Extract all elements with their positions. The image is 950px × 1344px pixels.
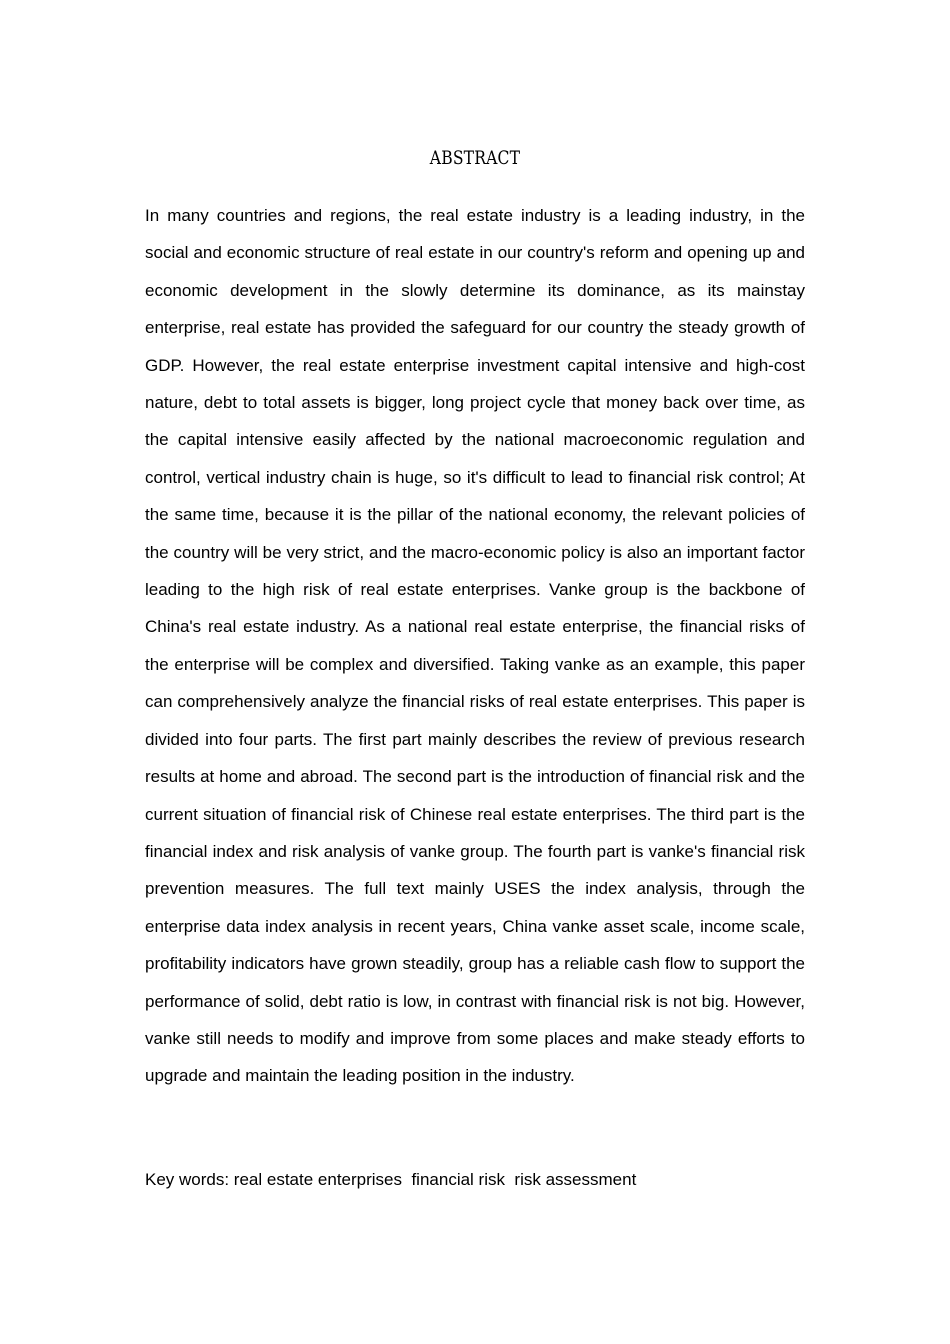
abstract-body: In many countries and regions, the real estate industry is a leading industry, in the social and economic structure of real estate in our country's reform and opening up and economic development in the slowly determine its dominance, as its mainstay enterprise, real estate has provided the safeguard for our country the steady growth of GDP. However, the real estate enterprise investment capital intensive and high-cost nature, debt to total assets is bigger, long project cycle that money back over time, as the capital intensive easily affected by the national macroeconomic regulation and control, vertical industry chain is huge, so it's difficult to lead to financial risk control; At the same time, because it is the pillar of the national economy, the relevant policies of the country will be very strict, and the macro-economic policy is also an important factor leading to the high risk of real estate enterprises. Vanke group is the backbone of China's real estate industry. As a national real estate enterprise, the financial risks of the enterprise will be complex and diversified. Taking vanke as an example, this paper can comprehensively analyze the financial risks of real estate enterprises. This paper is divided into four parts. The first part mainly describes the review of previous research results at home and abroad. The second part is the introduction of financial risk and the current situation of financial risk of Chinese real estate enterprises. The third part is the financial index and risk analysis of vanke group. The fourth part is vanke's financial risk prevention measures. The full text mainly USES the index analysis, through the enterprise data index analysis in recent years, China vanke asset scale, income scale, profitability indicators have grown steadily, group has a reliable cash flow to support the performance of solid, debt ratio is low, in contrast with financial risk is not big. However, vanke still needs to modify and improve from some places and make steady efforts to upgrade and maintain the leading position in the industry. xyxy=(145,206,805,1086)
keywords-line: Key words: real estate enterprises financial risk risk assessment xyxy=(145,1170,637,1189)
abstract-title: ABSTRACT xyxy=(429,147,521,169)
